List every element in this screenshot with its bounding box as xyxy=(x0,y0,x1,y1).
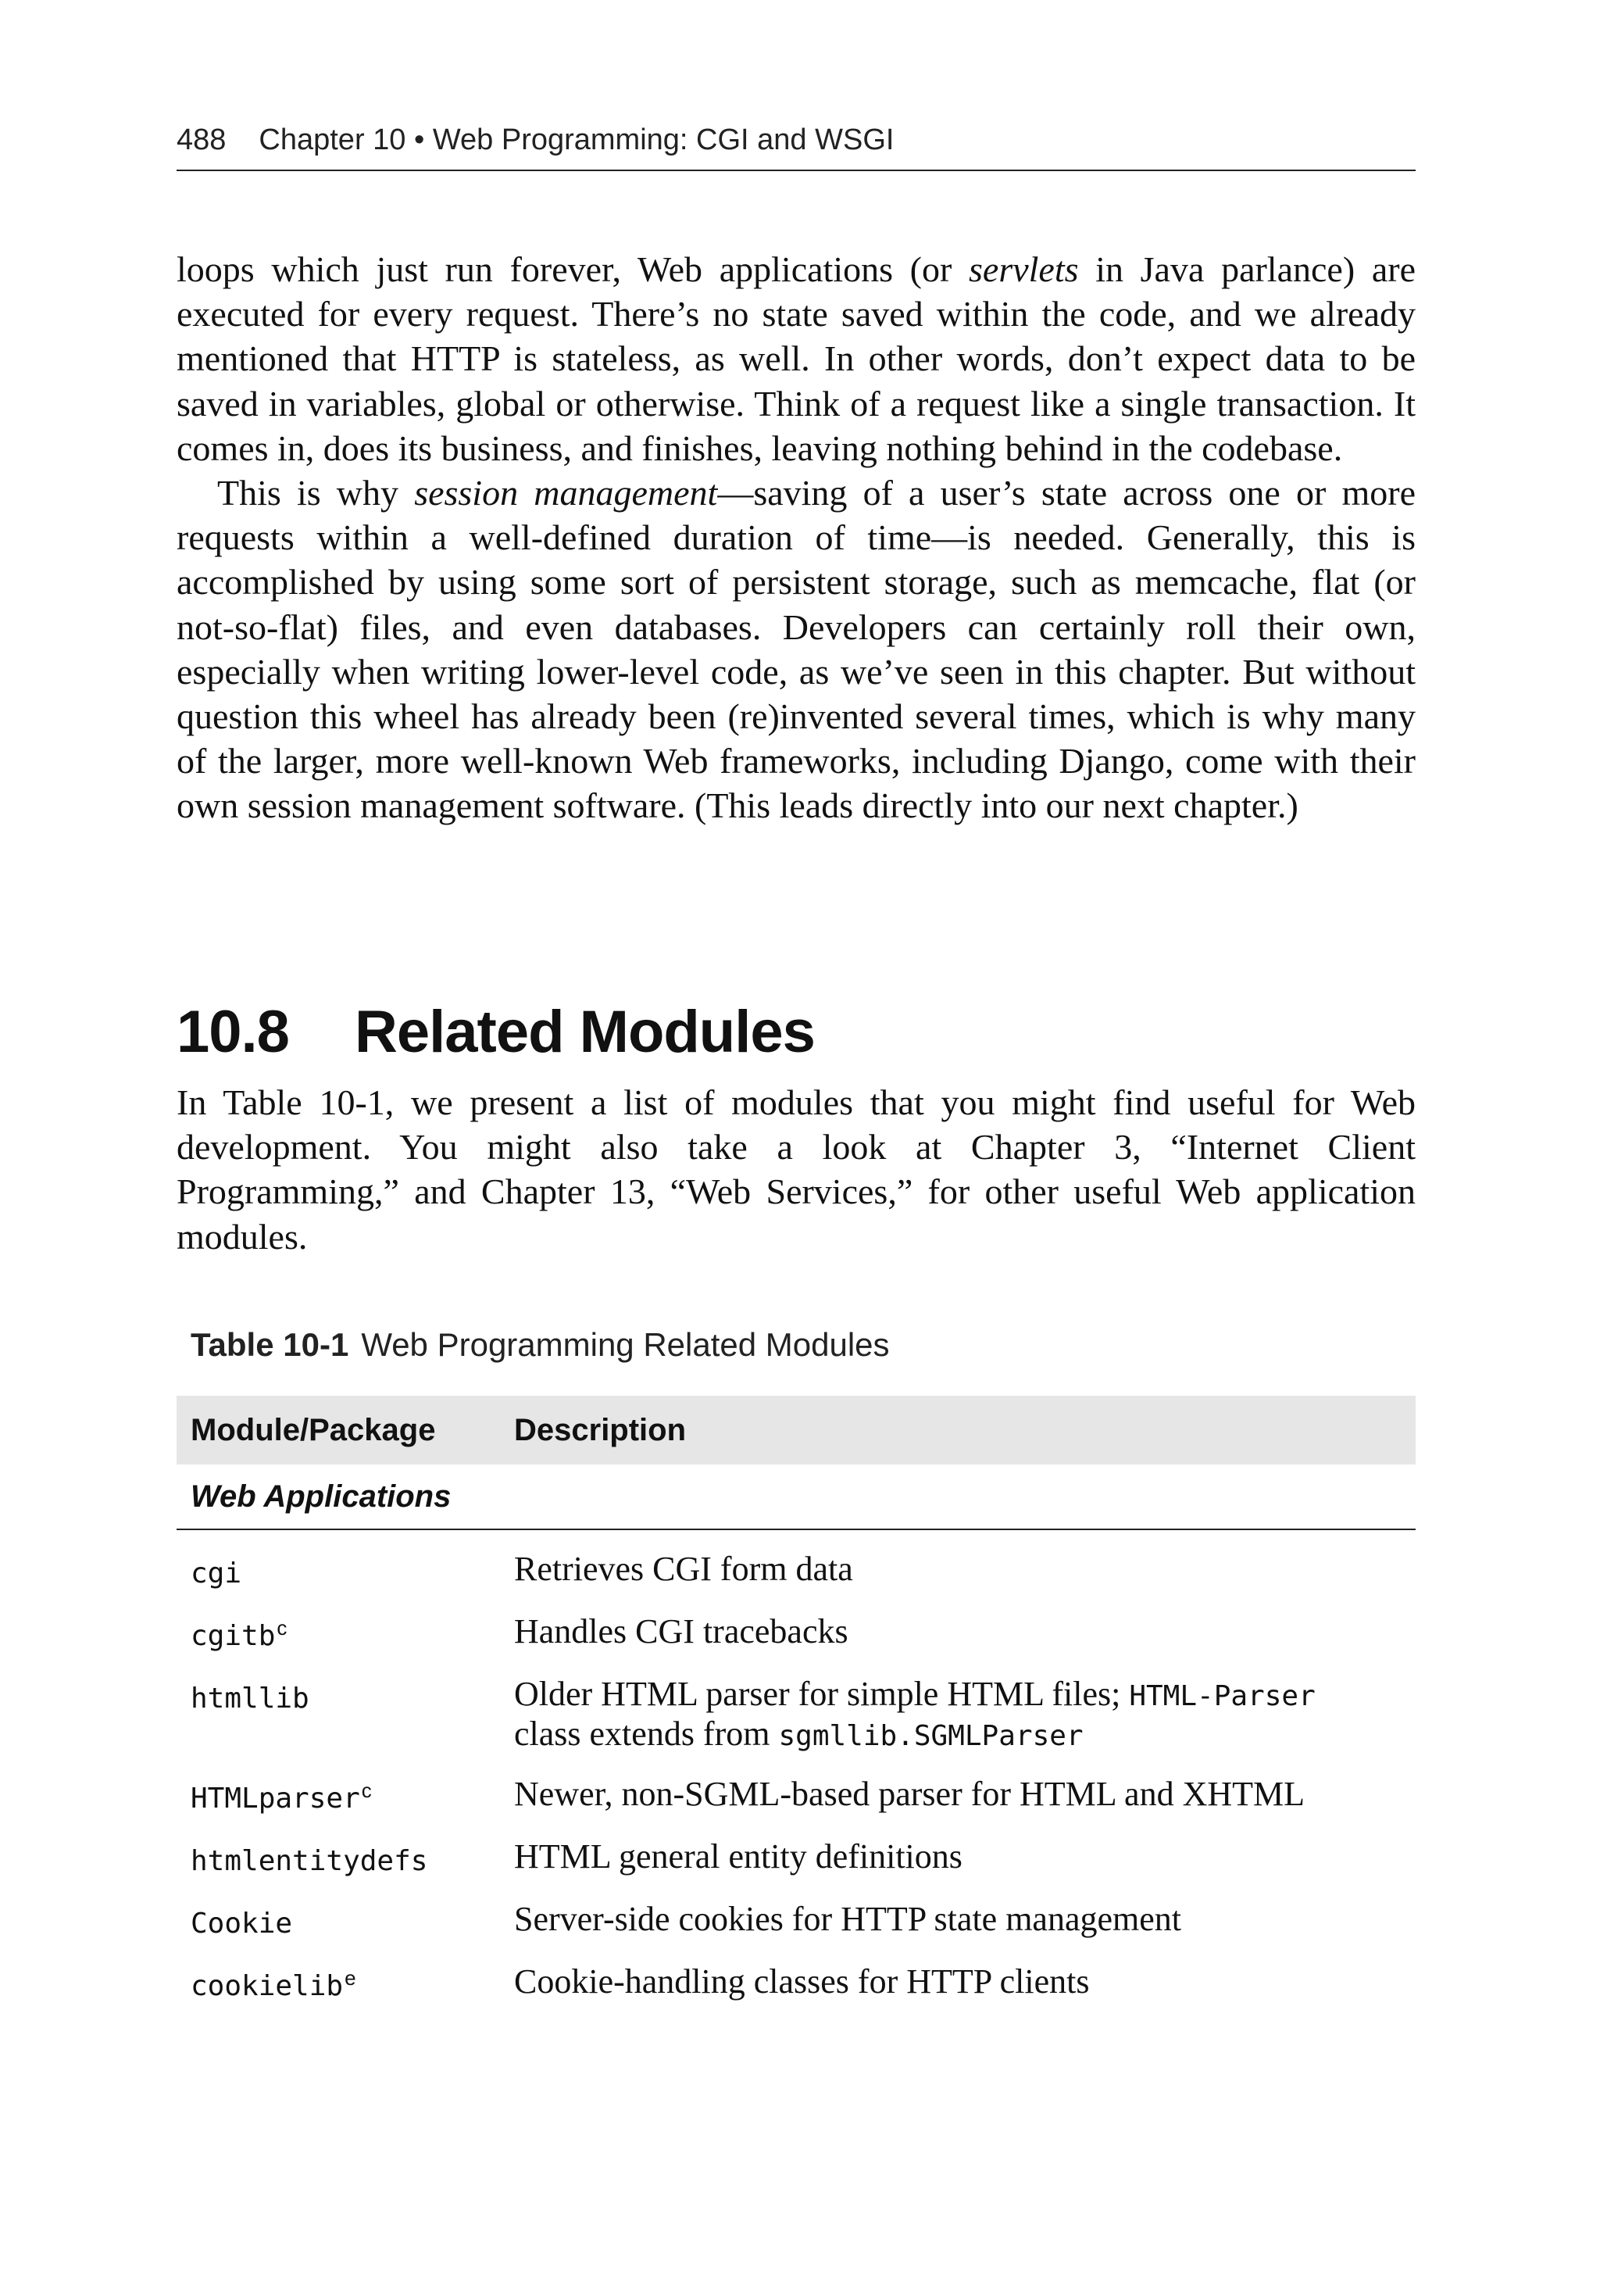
table-row xyxy=(177,1838,1416,1880)
column-header-description: Description xyxy=(514,1412,687,1447)
running-title: Chapter 10 • Web Programming: CGI and WSGI xyxy=(259,123,895,156)
module-description: Retrieves CGI form data xyxy=(514,1550,853,1588)
table-group-row xyxy=(177,1465,1416,1530)
module-description: HTML general entity definitions xyxy=(514,1837,962,1876)
intro-paragraph: In Table 10-1, we present a list of modules that you might find useful for Web development. You might also take a look at Chapter 3, “Internet Client Programming,” and Chapter 13, “Web Services,” for other useful Web application modules. xyxy=(177,1082,1416,1257)
term-servlets: servlets xyxy=(969,249,1079,289)
module-description: Older HTML parser for simple HTML files; HTML-Parser class extends from sgmllib.SGMLParser xyxy=(514,1675,1316,1753)
version-superscript: c xyxy=(361,1779,372,1802)
version-superscript: e xyxy=(345,1966,356,1990)
module-name: htmlentitydefs xyxy=(191,1845,428,1877)
table-caption-title: Web Programming Related Modules xyxy=(361,1326,890,1363)
group-label: Web Applications xyxy=(191,1479,452,1514)
module-name: cgitb$^c$ xyxy=(191,1616,288,1652)
module-description: Handles CGI tracebacks xyxy=(514,1612,848,1650)
table-row xyxy=(177,1613,1416,1655)
version-superscript: c xyxy=(277,1616,288,1640)
module-description: Cookie-handling classes for HTTP clients xyxy=(514,1962,1090,2001)
running-header xyxy=(177,121,1416,171)
module-name: Cookie xyxy=(191,1908,293,1940)
body-text xyxy=(177,247,1416,828)
term-session-management: session management xyxy=(414,473,718,513)
module-name: htmllib xyxy=(191,1683,309,1715)
modules-table xyxy=(177,1396,1416,2005)
code-text: sgmllib.SGMLParser xyxy=(778,1720,1084,1752)
table-row xyxy=(177,1550,1416,1593)
table-caption-label: Table 10-1 xyxy=(191,1326,349,1363)
table-row xyxy=(177,1901,1416,1943)
table-header-row xyxy=(177,1396,1416,1465)
code-text: HTML-Parser xyxy=(1129,1680,1316,1712)
paragraph-2: This is why session management—saving of a user’s state across one or more requests within a well-defined duration of time—is needed. Generally, this is accomplished by using some sort of persistent storage, such as memcache, flat (or not-so-flat) files, and even databases. Developers can certainly roll their own, especially when writing lower-level code, as we’ve seen in this chapter. But without question this wheel has already been (re)invented several times, which is why many of the larger, more well-known Web frameworks, including Django, come with their own session management software. (This leads directly into our next chapter.) xyxy=(177,473,1416,826)
module-description: Newer, non-SGML-based parser for HTML and XHTML xyxy=(514,1775,1305,1813)
table-row xyxy=(177,1963,1416,2005)
module-name: cookielib$^e$ xyxy=(191,1966,356,2002)
section-title: Related Modules xyxy=(355,999,815,1065)
section-heading xyxy=(177,996,1416,1068)
table-row xyxy=(177,1676,1416,1755)
column-header-module: Module/Package xyxy=(191,1412,436,1447)
module-description: Server-side cookies for HTTP state management xyxy=(514,1900,1181,1938)
table-row xyxy=(177,1776,1416,1818)
section-intro xyxy=(177,1080,1416,1259)
module-name: HTMLparser$^c$ xyxy=(191,1779,372,1815)
paragraph-1: loops which just run forever, Web applications (or servlets in Java parlance) are executed for every request. There’s no state saved within the code, and we already mentioned that HTTP is stateless, as well. In other words, don’t expect data to be saved in variables, global or otherwise. Think of a request like a single transaction. It comes in, does its business, and finishes, leaving nothing behind in the codebase. xyxy=(177,249,1416,468)
section-number: 10.8 xyxy=(177,999,289,1065)
module-name: cgi xyxy=(191,1557,242,1590)
table-caption xyxy=(191,1323,1409,1367)
page-number: 488 xyxy=(177,123,227,156)
